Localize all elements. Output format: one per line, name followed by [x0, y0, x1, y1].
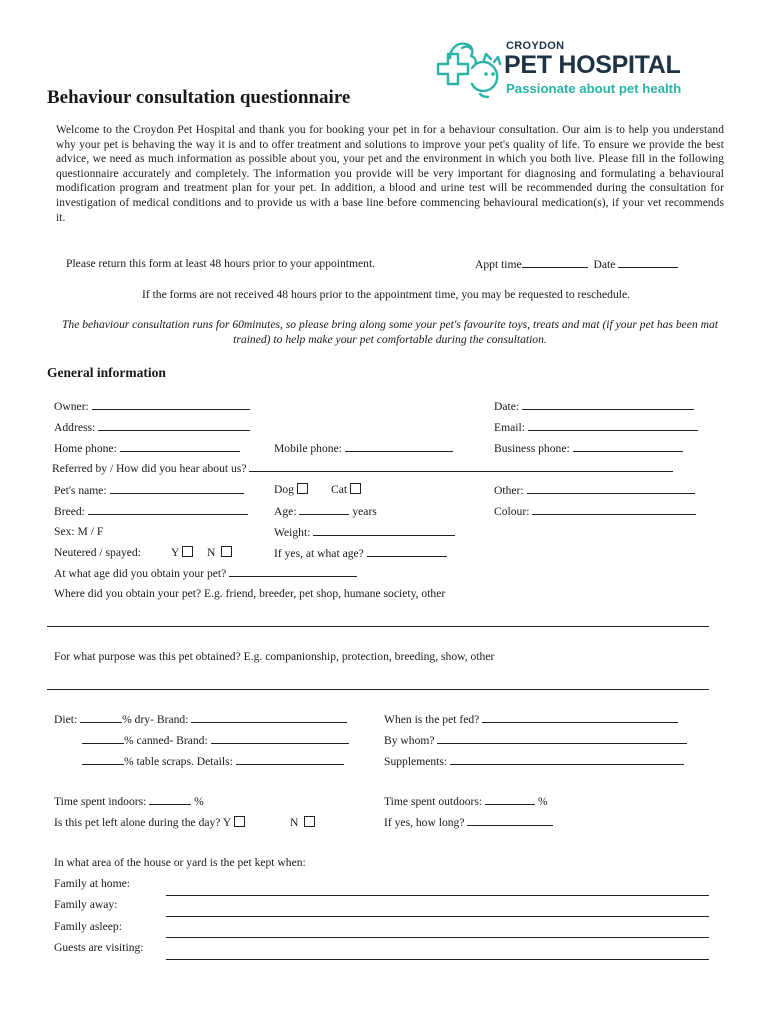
other-field[interactable] — [494, 483, 695, 497]
neutered-label: Neutered / spayed: — [54, 546, 141, 559]
cat-box-icon — [350, 483, 361, 494]
alone-no-label: N — [290, 816, 299, 829]
general-heading: General information — [47, 365, 166, 380]
by-whom-label: By whom? — [384, 734, 435, 747]
weight-field[interactable] — [274, 525, 455, 539]
obtain-age-label: At what age did you obtain your pet? — [54, 567, 227, 580]
years-label: years — [352, 505, 377, 518]
pet-name-field[interactable] — [54, 483, 244, 497]
when-fed-label: When is the pet fed? — [384, 713, 480, 726]
intro-paragraph: Welcome to the Croydon Pet Hospital and thank you for booking your pet in for a behaviour consultation. Our aim is to help you understand why your pet is behaving the way it is and to offer treatment and solutions to improve your pet's quality of life. To ensure we provide the best advice, we need as much information as possible about you, your pet and the environment in which you both live. Please fill in the following questionnaire accurately and completely. The information you provide will be very important for diagnosing and formulating a behavioural modification program and treatment plan for your pet. In addition, a blood and urine test will be recommended during the consultation for investigation of medical conditions and to provide us with a base line before commencing behavioural medication(s), if your vet recommends it. — [56, 124, 724, 224]
how-long-field[interactable] — [384, 815, 553, 829]
indoors-label: Time spent indoors: — [54, 795, 147, 808]
breed-field[interactable] — [54, 504, 248, 518]
family-asleep-line[interactable] — [166, 937, 709, 938]
referred-label: Referred by / How did you hear about us? — [52, 462, 247, 475]
diet-dry-field[interactable] — [54, 712, 347, 726]
neutered-no-label: N — [207, 546, 216, 559]
when-fed-field[interactable] — [384, 712, 678, 726]
logo-line2: PET HOSPITAL — [504, 51, 681, 79]
date-field[interactable] — [494, 399, 694, 413]
appt-time-field[interactable] — [475, 257, 678, 271]
alone-no-box-icon — [304, 816, 315, 827]
family-home-label: Family at home: — [54, 877, 130, 890]
neutered-field — [54, 546, 141, 559]
family-asleep-label: Family asleep: — [54, 920, 122, 933]
appt-date-label: Date — [593, 258, 616, 271]
address-field[interactable] — [54, 420, 250, 434]
pet-name-label: Pet's name: — [54, 484, 107, 497]
date-label: Date: — [494, 400, 520, 413]
outdoors-field[interactable] — [384, 794, 548, 808]
outdoors-label: Time spent outdoors: — [384, 795, 483, 808]
obtain-where-label: Where did you obtain your pet? E.g. friend, breeder, pet shop, humane society, other — [54, 587, 446, 600]
alone-no-checkbox[interactable] — [290, 816, 315, 829]
neutered-no-checkbox[interactable] — [207, 546, 232, 559]
mobile-phone-label: Mobile phone: — [274, 442, 342, 455]
owner-label: Owner: — [54, 400, 89, 413]
pets-cross-icon — [432, 38, 504, 100]
referred-field[interactable] — [52, 461, 673, 475]
home-phone-label: Home phone: — [54, 442, 117, 455]
neutered-no-box-icon — [221, 546, 232, 557]
dog-checkbox[interactable] — [274, 483, 308, 496]
if-yes-age-label: If yes, at what age? — [274, 547, 364, 560]
alone-yes-box-icon — [234, 816, 245, 827]
sex-field[interactable]: Sex: M / F — [54, 525, 104, 538]
logo-tagline: Passionate about pet health — [506, 81, 682, 96]
reschedule-notice: If the forms are not received 48 hours prior to the appointment time, you may be requested to reschedule. — [141, 288, 631, 301]
email-field[interactable] — [494, 420, 698, 434]
family-home-line[interactable] — [166, 895, 709, 896]
purpose-line[interactable] — [47, 689, 709, 690]
return-notice: Please return this form at least 48 hours prior to your appointment. — [66, 257, 376, 270]
obtain-where-line[interactable] — [47, 626, 709, 627]
alone-label: Is this pet left alone during the day? Y — [54, 816, 232, 829]
logo — [432, 38, 722, 98]
other-label: Other: — [494, 484, 524, 497]
diet-label: Diet: — [54, 713, 78, 726]
cat-label: Cat — [331, 483, 348, 496]
business-phone-field[interactable] — [494, 441, 683, 455]
weight-label: Weight: — [274, 526, 311, 539]
italic-notice: The behaviour consultation runs for 60minutes, so please bring along some your pet's favourite toys, treats and mat (if your pet has been mat trained) to help make your pet comfortable during the consultation. — [61, 318, 719, 346]
page-title: Behaviour consultation questionnaire — [47, 87, 351, 108]
guests-line[interactable] — [166, 959, 709, 960]
family-away-label: Family away: — [54, 898, 118, 911]
mobile-phone-field[interactable] — [274, 441, 453, 455]
by-whom-field[interactable] — [384, 733, 687, 747]
neutered-yes-label: Y — [171, 546, 180, 559]
supplements-label: Supplements: — [384, 755, 448, 768]
address-label: Address: — [54, 421, 96, 434]
breed-label: Breed: — [54, 505, 85, 518]
indoors-percent: % — [194, 795, 204, 808]
if-yes-age-field[interactable] — [274, 546, 447, 560]
diet-canned-label: % canned- Brand: — [124, 734, 208, 747]
email-label: Email: — [494, 421, 525, 434]
logo-line1: CROYDON — [506, 40, 565, 52]
obtain-age-field[interactable] — [54, 566, 357, 580]
neutered-yes-box-icon — [182, 546, 193, 557]
family-away-line[interactable] — [166, 916, 709, 917]
purpose-label: For what purpose was this pet obtained? E.g. companionship, protection, breeding, show, other — [54, 650, 495, 663]
cat-checkbox[interactable] — [331, 483, 361, 496]
alone-yes-checkbox[interactable] — [54, 816, 245, 829]
dog-label: Dog — [274, 483, 294, 496]
age-field[interactable] — [274, 504, 377, 518]
diet-scraps-field[interactable] — [82, 754, 344, 768]
area-question: In what area of the house or yard is the pet kept when: — [54, 856, 306, 869]
outdoors-percent: % — [537, 795, 548, 808]
business-phone-label: Business phone: — [494, 442, 570, 455]
diet-dry-label: % dry- Brand: — [122, 713, 189, 726]
home-phone-field[interactable] — [54, 441, 240, 455]
colour-field[interactable] — [494, 504, 696, 518]
appt-time-label: Appt time — [475, 258, 522, 271]
dog-box-icon — [297, 483, 308, 494]
guests-label: Guests are visiting: — [54, 941, 144, 954]
supplements-field[interactable] — [384, 754, 684, 768]
neutered-yes-checkbox[interactable] — [171, 546, 193, 559]
colour-label: Colour: — [494, 505, 530, 518]
indoors-field[interactable] — [54, 794, 204, 808]
owner-field[interactable] — [54, 399, 250, 413]
diet-canned-field[interactable] — [82, 733, 349, 747]
age-label: Age: — [274, 505, 297, 518]
how-long-label: If yes, how long? — [384, 816, 465, 829]
diet-scraps-label: % table scraps. Details: — [124, 755, 233, 768]
